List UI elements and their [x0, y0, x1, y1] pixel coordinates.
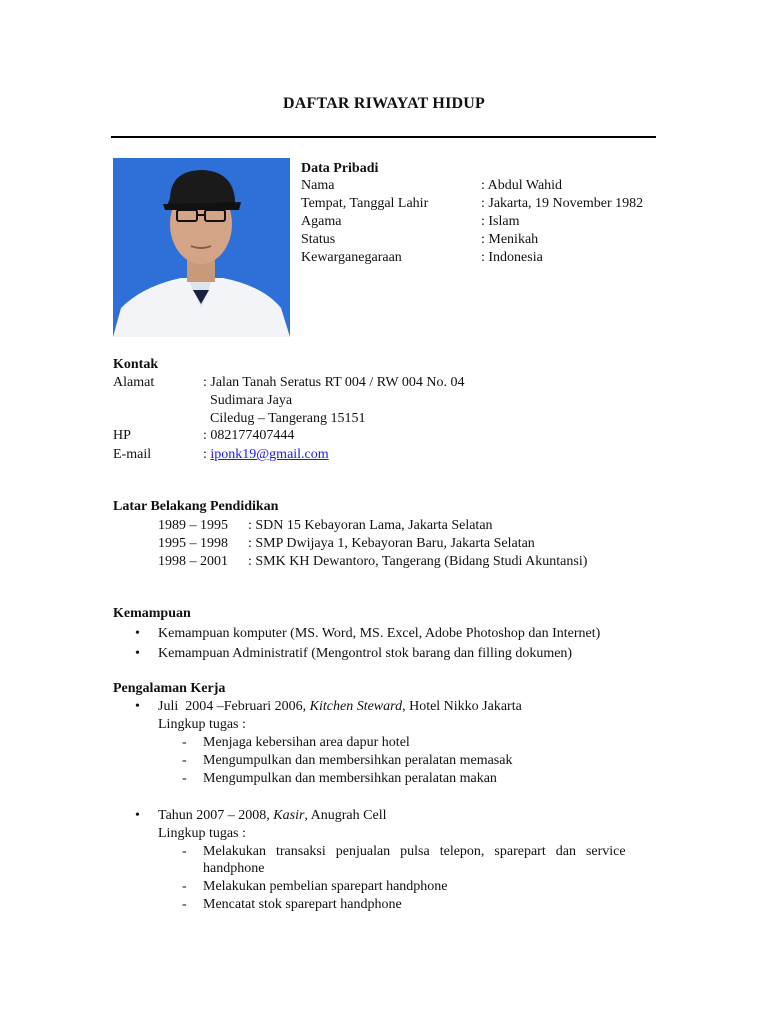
job-1-task-2: Mengumpulkan dan membersihkan peralatan memasak — [203, 753, 513, 768]
skill-item-1: Kemampuan komputer (MS. Word, MS. Excel, Adobe Photoshop dan Internet) — [158, 626, 601, 641]
profile-photo — [113, 158, 290, 337]
job-2-period: Tahun 2007 – 2008, — [158, 808, 274, 823]
job-1-task-3: Mengumpulkan dan membersihkan peralatan makan — [203, 771, 497, 786]
bullet-icon: • — [135, 808, 140, 823]
education-heading: Latar Belakang Pendidikan — [113, 499, 279, 514]
dash-icon: - — [182, 753, 187, 768]
experience-heading: Pengalaman Kerja — [113, 681, 226, 696]
education-school-3: : SMK KH Dewantoro, Tangerang (Bidang Studi Akuntansi) — [248, 554, 588, 569]
personal-value-birth: : Jakarta, 19 November 1982 — [481, 196, 644, 211]
dash-icon: - — [182, 735, 187, 750]
job-1-scope-label: Lingkup tugas : — [158, 717, 246, 732]
job-2-task-3: Mencatat stok sparepart handphone — [203, 897, 402, 912]
education-school-2: : SMP Dwijaya 1, Kebayoran Baru, Jakarta Selatan — [248, 536, 535, 551]
job-1-title — [158, 698, 522, 716]
dash-icon: - — [182, 879, 187, 894]
contact-label-address: Alamat — [113, 375, 155, 390]
job-1-employer: , Hotel Nikko Jakarta — [402, 699, 522, 714]
personal-value-status: : Menikah — [481, 232, 539, 247]
job-2-task-1-line-2: handphone — [203, 861, 265, 876]
job-1-period: Juli 2004 –Februari 2006, — [158, 699, 310, 714]
contact-address-line-3: Ciledug – Tangerang 15151 — [210, 411, 366, 426]
dash-icon: - — [182, 844, 187, 859]
education-years-2: 1995 – 1998 — [158, 536, 228, 551]
bullet-icon: • — [135, 699, 140, 714]
job-2-task-2: Melakukan pembelian sparepart handphone — [203, 879, 448, 894]
personal-value-nationality: : Indonesia — [481, 250, 543, 265]
contact-label-email: E-mail — [113, 447, 152, 462]
contact-heading: Kontak — [113, 357, 159, 372]
personal-value-name: : Abdul Wahid — [481, 178, 563, 193]
contact-label-hp: HP — [113, 428, 131, 443]
contact-address-line-1: : Jalan Tanah Seratus RT 004 / RW 004 No. 04 — [203, 375, 465, 390]
job-2-task-1-line-1: Melakukan transaksi penjualan pulsa telepon, sparepart dan service — [203, 844, 626, 859]
personal-label-nationality: Kewarganegaraan — [301, 250, 402, 265]
title-divider — [111, 136, 656, 138]
dash-icon: - — [182, 771, 187, 786]
personal-data-heading: Data Pribadi — [301, 161, 379, 176]
contact-address-line-2: Sudimara Jaya — [210, 393, 293, 408]
job-2-employer: , Anugrah Cell — [304, 808, 387, 823]
job-1-role: Kitchen Steward — [309, 699, 403, 714]
job-2-title — [158, 807, 386, 825]
personal-label-name: Nama — [301, 178, 335, 193]
contact-email-link[interactable]: iponk19@gmail.com — [210, 447, 329, 462]
page-title: DAFTAR RIWAYAT HIDUP — [283, 95, 485, 112]
education-school-1: : SDN 15 Kebayoran Lama, Jakarta Selatan — [248, 518, 493, 533]
contact-email-colon: : — [203, 447, 207, 462]
skills-heading: Kemampuan — [113, 606, 191, 621]
job-1-task-1: Menjaga kebersihan area dapur hotel — [203, 735, 410, 750]
education-years-1: 1989 – 1995 — [158, 518, 228, 533]
personal-value-religion: : Islam — [481, 214, 520, 229]
bullet-icon: • — [135, 626, 140, 641]
education-years-3: 1998 – 2001 — [158, 554, 228, 569]
personal-label-status: Status — [301, 232, 336, 247]
dash-icon: - — [182, 897, 187, 912]
bullet-icon: • — [135, 646, 140, 661]
skill-item-2: Kemampuan Administratif (Mengontrol stok barang dan filling dokumen) — [158, 646, 573, 661]
contact-value-hp: : 082177407444 — [203, 428, 295, 443]
job-2-role: Kasir — [273, 808, 305, 823]
personal-label-religion: Agama — [301, 214, 342, 229]
job-2-scope-label: Lingkup tugas : — [158, 826, 246, 841]
personal-label-birth: Tempat, Tanggal Lahir — [301, 196, 429, 211]
contact-email-row — [203, 446, 329, 464]
